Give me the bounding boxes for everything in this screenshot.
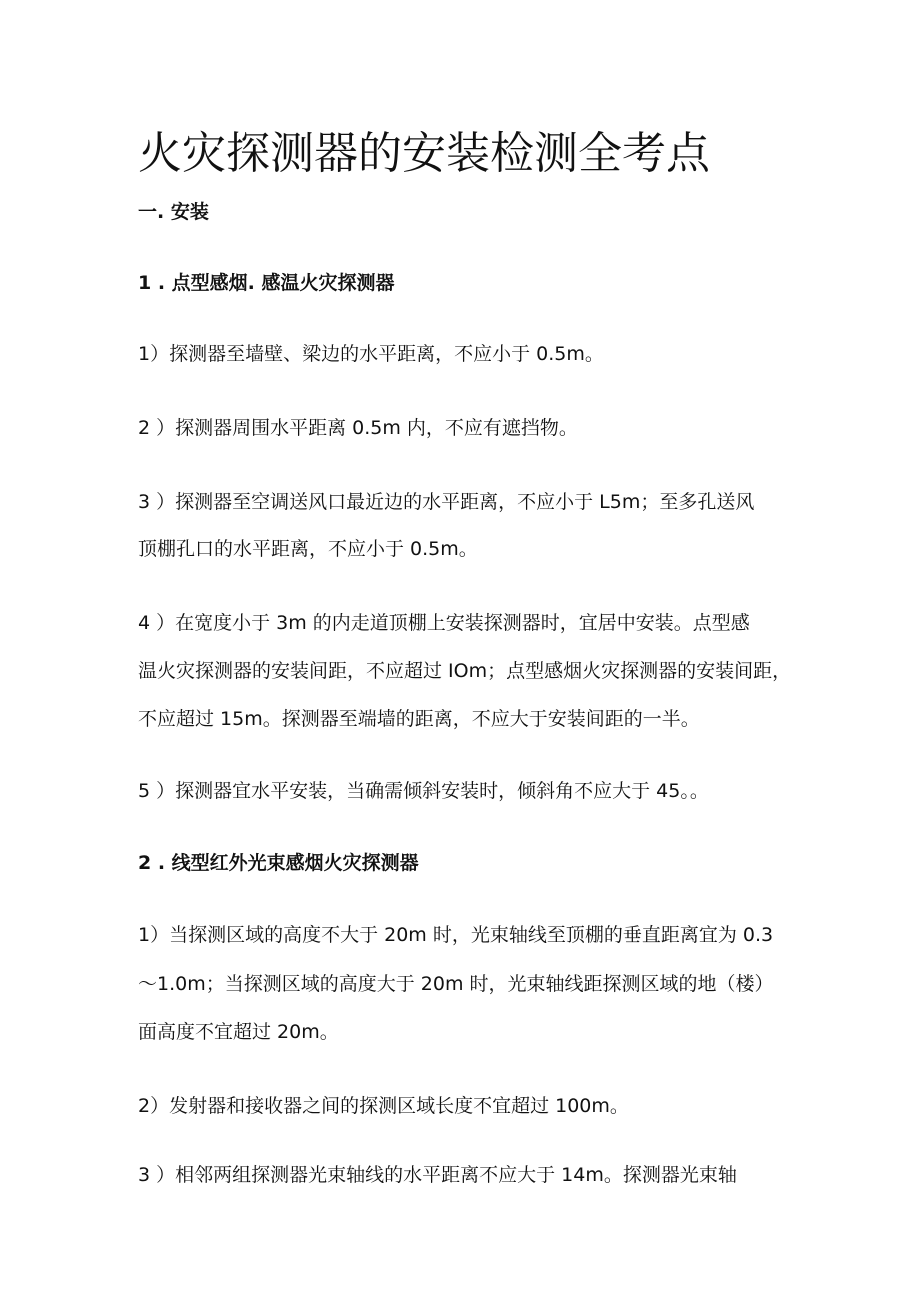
page-title: 火灾探测器的安装检测全考点 (138, 128, 710, 179)
paragraph-item-line: 温火灾探测器的安装间距，不应超过 IOm；点型感烟火灾探测器的安装间距， (138, 660, 792, 682)
paragraph-item-line: 3 ）探测器至空调送风口最近边的水平距离，不应小于 L5m；至多孔送风 (138, 491, 755, 513)
paragraph-item: 1）探测器至墙壁、梁边的水平距离，不应小于 0.5m。 (138, 343, 604, 365)
paragraph-item-line: 面高度不宜超过 20m。 (138, 1021, 339, 1043)
subsection-heading-point-detectors: 1 . 点型感烟. 感温火灾探测器 (138, 272, 395, 294)
section-heading-installation: 一. 安装 (138, 201, 209, 223)
paragraph-item-line: ～1.0m；当探测区域的高度大于 20m 时，光束轴线距探测区域的地（楼） (138, 973, 774, 995)
paragraph-item: 2 ）探测器周围水平距离 0.5m 内，不应有遮挡物。 (138, 417, 578, 439)
paragraph-item-line: 顶棚孔口的水平距离，不应小于 0.5m。 (138, 538, 478, 560)
paragraph-item: 5 ）探测器宜水平安装，当确需倾斜安装时，倾斜角不应大于 45。。 (138, 780, 709, 802)
subsection-heading-beam-detectors: 2 . 线型红外光束感烟火灾探测器 (138, 852, 419, 874)
paragraph-item-line: 1）当探测区域的高度不大于 20m 时，光束轴线至顶棚的垂直距离宜为 0.3 (138, 924, 774, 946)
paragraph-item-line: 3 ）相邻两组探测器光束轴线的水平距离不应大于 14m。探测器光束轴 (138, 1164, 737, 1186)
paragraph-item-line: 4 ）在宽度小于 3m 的内走道顶棚上安装探测器时，宜居中安装。点型感 (138, 612, 750, 634)
paragraph-item-line: 不应超过 15m。探测器至端墙的距离，不应大于安装间距的一半。 (138, 708, 700, 730)
paragraph-item: 2）发射器和接收器之间的探测区域长度不宜超过 100m。 (138, 1095, 629, 1117)
